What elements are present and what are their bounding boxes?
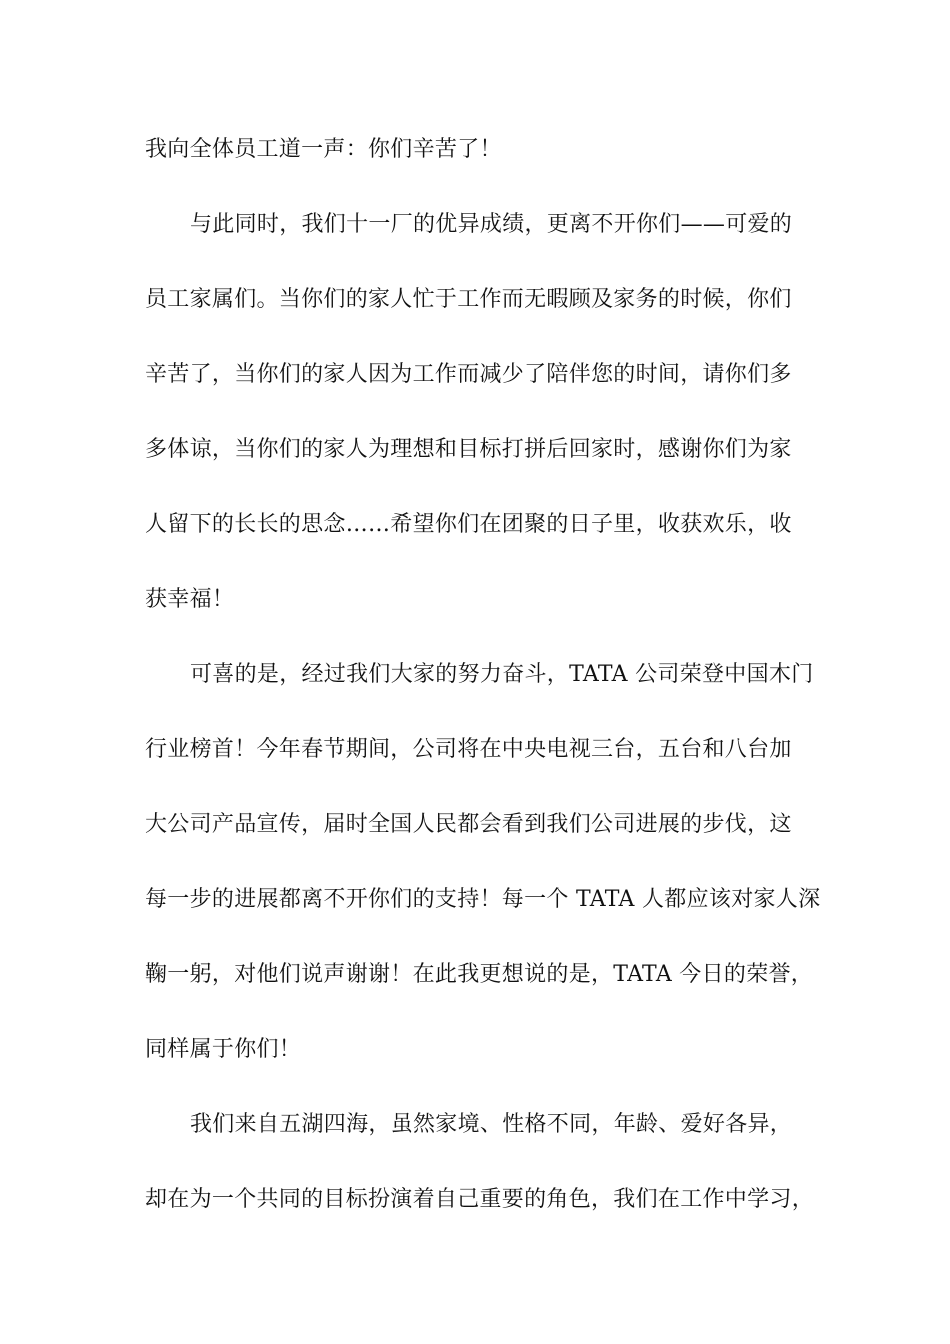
text-line: 却在为一个共同的目标扮演着自己重要的角色，我们在工作中学习， [145, 1187, 815, 1212]
text-line: 获幸福！ [145, 587, 235, 612]
paragraph-start-line: 与此同时，我们十一厂的优异成绩，更离不开你们——可爱的 [190, 212, 793, 237]
text-line: 每一步的进展都离不开你们的支持！每一个 TATA 人都应该对家人深 [145, 887, 821, 912]
text-line: 行业榜首！今年春节期间，公司将在中央电视三台，五台和八台加 [145, 737, 792, 762]
text-line: 鞠一躬，对他们说声谢谢！在此我更想说的是，TATA 今日的荣誉， [145, 962, 814, 987]
text-line: 员工家属们。当你们的家人忙于工作而无暇顾及家务的时候，你们 [145, 287, 792, 312]
text-line: 多体谅，当你们的家人为理想和目标打拼后回家时，感谢你们为家 [145, 437, 792, 462]
text-line: 人留下的长长的思念……希望你们在团聚的日子里，收获欢乐，收 [145, 512, 792, 537]
text-line: 我向全体员工道一声：你们辛苦了！ [145, 137, 502, 162]
text-line: 大公司产品宣传，届时全国人民都会看到我们公司进展的步伐，这 [145, 812, 792, 837]
text-line: 同样属于你们！ [145, 1037, 302, 1062]
paragraph-start-line: 可喜的是，经过我们大家的努力奋斗，TATA 公司荣登中国木门 [190, 662, 814, 687]
text-line: 辛苦了，当你们的家人因为工作而减少了陪伴您的时间，请你们多 [145, 362, 792, 387]
paragraph-start-line: 我们来自五湖四海，虽然家境、性格不同，年龄、爱好各异， [190, 1112, 793, 1137]
